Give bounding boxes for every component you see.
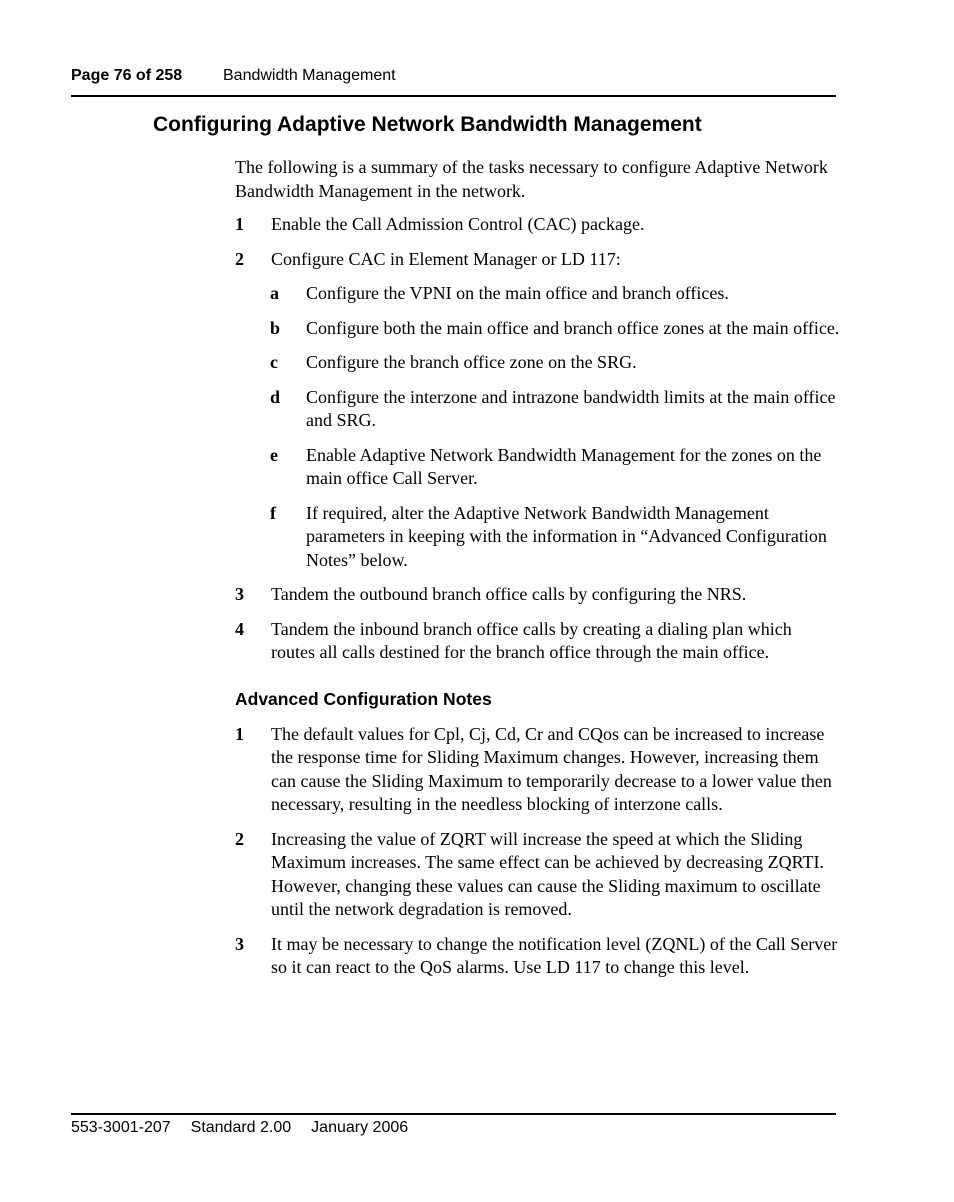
- substep-item: [270, 351, 840, 375]
- note-item: [235, 933, 840, 980]
- substep-item: [270, 502, 840, 573]
- substep-text: Configure the interzone and intrazone bandwidth limits at the main office and SRG.: [306, 386, 836, 430]
- section-heading: Advanced Configuration Notes: [235, 688, 492, 709]
- page-title: Configuring Adaptive Network Bandwidth Management: [153, 113, 702, 136]
- step-text: Tandem the inbound branch office calls by creating a dialing plan which routes all calls destined for the branch office through the main office.: [271, 618, 792, 662]
- step-text: Configure CAC in Element Manager or LD 117:: [271, 248, 621, 269]
- step-number: 1: [235, 214, 244, 234]
- page-number: Page 76 of 258: [71, 67, 183, 84]
- step-number: 4: [235, 618, 244, 639]
- step-text: Enable the Call Admission Control (CAC) package.: [271, 214, 645, 234]
- note-text: The default values for Cpl, Cj, Cd, Cr and CQos can be increased to increase the response time for Sliding Maximum changes. However, increasing them can cause the Sliding Maximum to temporarily decrease to a lower value then necessary, resulting in the needless blocking of interzone calls.: [271, 723, 832, 814]
- substep-letter: f: [270, 502, 276, 523]
- note-number: 3: [235, 933, 244, 954]
- substep-text: Configure both the main office and branch office zones at the main office.: [306, 317, 840, 338]
- substep-item: [270, 444, 840, 491]
- step-item: [235, 618, 840, 665]
- intro-paragraph: The following is a summary of the tasks necessary to configure Adaptive Network Bandwidth Management in the network.: [235, 157, 828, 201]
- substep-item: [270, 386, 840, 433]
- step-number: 2: [235, 248, 244, 269]
- step-item: [235, 583, 840, 607]
- note-number: 1: [235, 723, 244, 744]
- substep-item: [270, 282, 840, 306]
- footer-rule: [71, 1113, 836, 1115]
- substep-text: Configure the VPNI on the main office and branch offices.: [306, 283, 729, 303]
- body-content: [235, 156, 840, 991]
- page-footer: [71, 1118, 428, 1140]
- note-item: [235, 723, 840, 817]
- substep-letter: a: [270, 283, 279, 303]
- substep-text: Configure the branch office zone on the SRG.: [306, 352, 637, 372]
- header-rule: [71, 95, 836, 97]
- step-number: 3: [235, 584, 244, 604]
- note-number: 2: [235, 828, 244, 849]
- step-item: [235, 248, 840, 272]
- note-text: Increasing the value of ZQRT will increase the speed at which the Sliding Maximum increases. The same effect can be achieved by decreasing ZQRTI. However, changing these values can cause the Sliding maximum to oscillate until the network degradation is removed.: [271, 828, 825, 919]
- substep-letter: b: [270, 317, 281, 338]
- substep-letter: c: [270, 352, 278, 372]
- section-name: Bandwidth Management: [223, 67, 396, 84]
- step-item: [235, 213, 840, 237]
- substep-letter: e: [270, 444, 278, 465]
- publication-date: January 2006: [311, 1119, 409, 1136]
- standard-version: Standard 2.00: [190, 1119, 292, 1136]
- step-text: Tandem the outbound branch office calls by configuring the NRS.: [271, 584, 747, 604]
- substep-letter: d: [270, 386, 281, 407]
- document-number: 553-3001-207: [71, 1119, 171, 1136]
- substep-text: If required, alter the Adaptive Network Bandwidth Management parameters in keeping with the information in “Advanced Configuration Notes” below.: [306, 502, 827, 570]
- note-item: [235, 828, 840, 922]
- substep-item: [270, 317, 840, 341]
- substep-text: Enable Adaptive Network Bandwidth Management for the zones on the main office Call Server.: [306, 444, 822, 488]
- page-header: [71, 66, 835, 88]
- note-text: It may be necessary to change the notification level (ZQNL) of the Call Server so it can react to the QoS alarms. Use LD 117 to change this level.: [271, 933, 838, 977]
